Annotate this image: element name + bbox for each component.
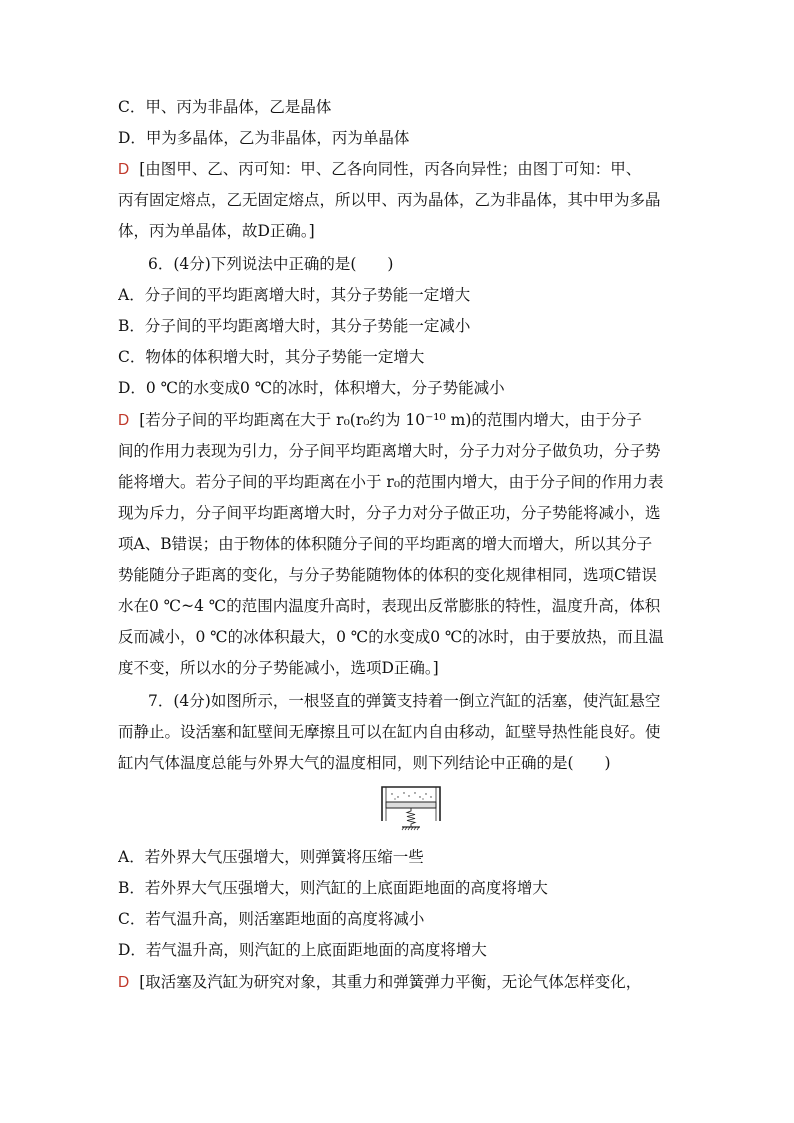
q6-explanation-line-9: 度不变，所以水的分子势能减小，选项D正确。] — [118, 659, 439, 677]
q7-option-d: D．若气温升高，则汽缸的上底面距地面的高度将增大 — [118, 941, 487, 959]
q7-stem-line-3: 缸内气体温度总能与外界大气的温度相同，则下列结论中正确的是( ) — [118, 754, 611, 772]
q6-explanation-line-5: 项A、B错误；由于物体的体积随分子间的平均距离的增大而增大，所以其分子 — [118, 535, 653, 553]
q6-explanation-line-6: 势能随分子距离的变化，与分子势能随物体的体积的变化规律相同，选项C错误 — [118, 566, 657, 584]
q5-option-d: D．甲为多晶体，乙为非晶体，丙为单晶体 — [118, 129, 410, 147]
q6-option-d: D．0 ℃的水变成0 ℃的冰时，体积增大，分子势能减小 — [118, 379, 505, 397]
q6-answer: D — [118, 412, 130, 429]
q5-answer: D — [118, 161, 130, 178]
q6-explanation-line-7: 水在0 ℃~4 ℃的范围内温度升高时，表现出反常膨胀的特性，温度升高，体积 — [118, 597, 661, 615]
q5-explanation-line-1: D [由图甲、乙、丙可知：甲、乙各向同性，丙各向异性；由图丁可知：甲、 — [118, 160, 642, 178]
q6-explanation-line-8: 反而减小，0 ℃的冰体积最大，0 ℃的水变成0 ℃的冰时，由于要放热，而且温 — [118, 628, 664, 646]
q7-answer: D — [118, 974, 130, 991]
q6-option-a: A．分子间的平均距离增大时，其分子势能一定增大 — [118, 286, 471, 304]
q6-explanation-line-3: 能将增大。若分子间的平均距离在小于 r₀的范围内增大，由于分子间的作用力表 — [118, 473, 664, 491]
q7-option-b: B．若外界大气压强增大，则汽缸的上底面距地面的高度将增大 — [118, 879, 548, 897]
q6-stem: 6．(4分)下列说法中正确的是( ) — [148, 255, 394, 273]
q5-option-c: C．甲、丙为非晶体，乙是晶体 — [118, 98, 332, 116]
q6-option-b: B．分子间的平均距离增大时，其分子势能一定减小 — [118, 317, 471, 335]
q7-option-a: A．若外界大气压强增大，则弹簧将压缩一些 — [118, 848, 424, 866]
q6-explanation-line-2: 间的作用力表现为引力，分子间平均距离增大时，分子力对分子做负功，分子势 — [118, 442, 661, 460]
q5-explanation-line-2: 丙有固定熔点，乙无固定熔点，所以甲、丙为晶体，乙为非晶体，其中甲为多晶 — [118, 191, 661, 209]
q7-explanation-line-1: D [取活塞及汽缸为研究对象，其重力和弹簧弹力平衡，无论气体怎样变化， — [118, 973, 642, 991]
q7-option-c: C．若气温升高，则活塞距地面的高度将减小 — [118, 910, 425, 928]
cylinder-spring-figure — [378, 785, 444, 837]
q7-stem-line-1: 7．(4分)如图所示，一根竖直的弹簧支持着一倒立汽缸的活塞，使汽缸悬空 — [148, 692, 661, 710]
q6-explanation-line-1: D [若分子间的平均距离在大于 r₀(r₀约为 10⁻¹⁰ m)的范围内增大，由于分子 — [118, 411, 642, 429]
q5-explanation-line-3: 体，丙为单晶体，故D正确。] — [118, 222, 315, 240]
q6-explanation-line-4: 现为斥力，分子间平均距离增大时，分子力对分子做正功，分子势能将减小，选 — [118, 504, 661, 522]
q7-stem-line-2: 而静止。设活塞和缸壁间无摩擦且可以在缸内自由移动，缸壁导热性能良好。使 — [118, 723, 661, 741]
q6-option-c: C．物体的体积增大时，其分子势能一定增大 — [118, 348, 425, 366]
